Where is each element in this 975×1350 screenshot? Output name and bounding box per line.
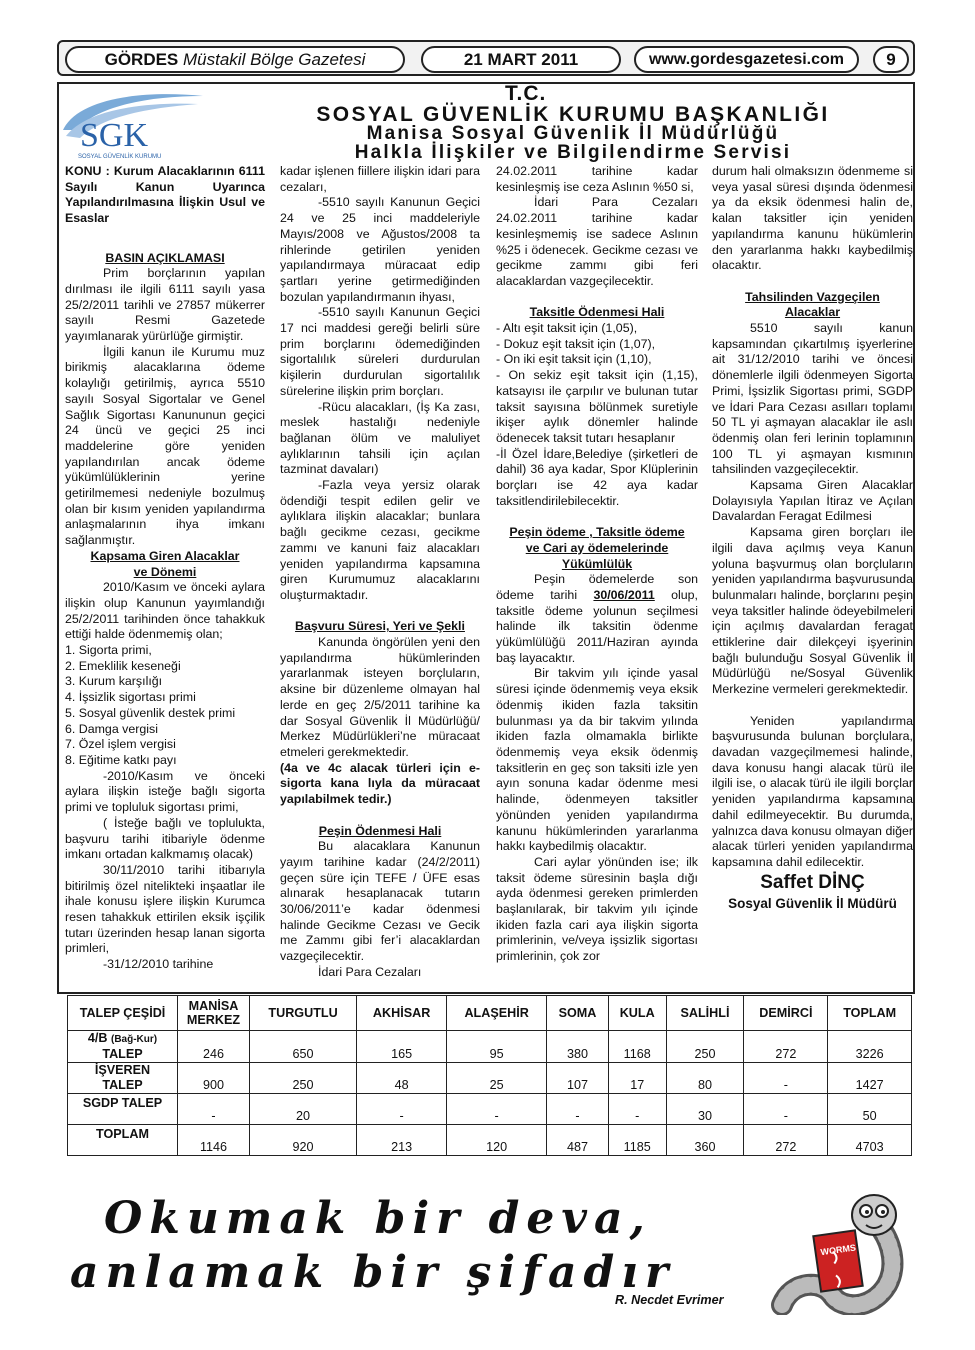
table-cell: 25 <box>447 1063 547 1094</box>
paper-subtitle: Müstakil Bölge Gazetesi <box>183 50 366 69</box>
signature-title: Sosyal Güvenlik İl Müdürü <box>728 895 897 911</box>
list-item: - Dokuz eşit taksit için (1,07), <box>496 336 656 351</box>
list-item: - Altı eşit taksit için (1,05), <box>496 321 638 336</box>
signature-name: Saffet DİNÇ <box>760 871 865 893</box>
list-item: 5. Sosyal güvenlik destek primi <box>65 705 236 720</box>
table-cell: 165 <box>357 1031 447 1063</box>
table-cell: - <box>744 1094 828 1125</box>
section-heading: Taksitle Ödenmesi Hali <box>529 305 665 320</box>
paragraph: kadar işlenen fiillere ilişkin idari para cezaları, <box>280 164 480 194</box>
slogan-line-1: Okumak bir deva, <box>104 1193 652 1244</box>
row-label: 4/B (Bağ-Kur) TALEP <box>68 1031 178 1063</box>
table-header: TALEP ÇEŞİDİ <box>68 996 178 1031</box>
article-column-4 <box>712 164 913 913</box>
directorate-title: Manisa Sosyal Güvenlik İl Müdürlüğü <box>366 123 780 144</box>
list-item: 7. Özel işlem vergisi <box>65 737 176 752</box>
paragraph: ( İsteğe bağlı ve toplulukta, başvuru tarihi itibariyle ödenme imkanı ortadan kalkmamış olacak) <box>65 815 265 862</box>
website-link[interactable]: www.gordesgazetesi.com <box>634 46 859 73</box>
paragraph: 2010/Kasım ve önceki aylara ilişkin olup Kanunun yayımlandığı 25/2/2011 tarihinden önce tahakkuk ettiği halde ödenmemiş olan; <box>65 580 265 642</box>
list-item: 8. Eğitime katkı payı <box>65 753 177 767</box>
table-row <box>68 1063 912 1094</box>
table-cell: 80 <box>666 1063 744 1094</box>
table-cell: 272 <box>744 1031 828 1063</box>
paragraph: 5510 sayılı kanun kapsamından çıkartılmış işyerlerine ait 31/12/2010 tarihi ve öncesi dönemlerle ilgili ödenmeyen Sigorta Primi, İşsizlik Sigortası primi, SGDP ve İdari Para Cezası asılları toplamı 50 TL yi aşmayan alacaklar ile aslı ödenmiş olan feri lerinin toplamının 100 TL yi aşmayan kısmının tahsilinden vazgeçilecektir. <box>712 321 913 477</box>
section-heading: Kapsama Giren Alacaklar <box>90 548 240 563</box>
table-header: TURGUTLU <box>250 996 357 1031</box>
list-item: 3. Kurum karşılığı <box>65 674 163 689</box>
paragraph: -Rücu alacakları, (İş Ka zası, meslek hastalığı nedeniyle bağlanan ölüm ve maluliyet aylıklarının tahsili için açılan tazminat davaları) <box>280 399 480 477</box>
paragraph: Kapsama Giren Alacaklar Dolayısıyla Yapılan İtiraz ve Açılan Davalardan Feragat Edilmesi <box>712 478 913 524</box>
table-cell: 213 <box>357 1125 447 1156</box>
table-row <box>68 1094 912 1125</box>
table-cell: 380 <box>547 1031 609 1063</box>
subject-line: KONU : Kurum Alacaklarının 6111 Sayılı Kanun Uyarınca Yapılandırılmasına İlişkin Usul ve Esaslar <box>65 164 265 226</box>
paragraph: İdari Para Cezaları 24.02.2011 tarihine kadar kesinleşmemiş ise sadece Aslının %25 i ödenecek. Gecikme cezası ve gecikme zammı gibi feri alacaklardan vazgeçilecektir. <box>496 195 698 288</box>
article-column-3 <box>496 164 698 965</box>
table-cell: 3226 <box>828 1031 912 1063</box>
table-cell: 900 <box>178 1063 250 1094</box>
table-cell: 4703 <box>828 1125 912 1156</box>
page-number: 9 <box>873 46 909 73</box>
table-cell: - <box>178 1094 250 1125</box>
paper-title <box>65 46 405 73</box>
section-heading: BASIN AÇIKLAMASI <box>105 250 225 265</box>
paragraph: -5510 sayılı Kanunun Geçici 24 ve 25 inci maddeleriyle Mayıs/2008 ve Ağustos/2008 ta rihlerinde getirilen yeniden yapılandırmaya müracaat edip şartları yerine getirmediğinden bozulan yapılandırmanın ihyası, <box>280 195 480 304</box>
table-header: ALAŞEHİR <box>447 996 547 1031</box>
paragraph: Bir takvim yılı içinde yasal süresi içinde ödenmemiş veya eksik ödenmiş ikiden fazla taksitin bulunması ya da bir takvim yılında ikiden fazla olmamakla birlikte ödenmemiş veya eksik ödenmiş taksitlerin en geç son taksiti izle yen ayın sonuna kadar ödenme mesi halinde, ödenmeyen taksitler yönünden yeniden yapılandırma kanunu hükümlerinden yararlanma hakkı kaybedilmiş olacaktır. <box>496 666 698 854</box>
section-heading: Peşin Ödenmesi Hali <box>318 823 442 838</box>
list-item: 1. Sigorta primi, <box>65 643 152 658</box>
paper-name: GÖRDES <box>104 50 179 69</box>
table-cell: 1146 <box>178 1125 250 1156</box>
paragraph: Yeniden yapılandırma başvurusunda bulunan borçlulara, davadan vazgeçilmemesi halinde, dava konusu hangi alacak türü ile ilgili ise, o alacak türü ile ilgili borçlar yeniden yapılandırma kapsamına dahil edilmeyecektir. Bu durumda, yalnızca dava konusu olmayan diğer alacak türleri yeniden yapılandırma kapsamına dahil edilecektir. <box>712 713 913 869</box>
sgk-logo <box>58 90 208 160</box>
list-item: - On sekiz eşit taksit için (1,15), katsayısı ile çarpılır ve bulunan tutar taksit sayısına bölünmek suretiyle ikişer aylık dönemler halinde ödenecek taksit tutarı hesaplanır <box>496 368 698 445</box>
issue-date: 21 MART 2011 <box>421 46 621 73</box>
table-cell: 360 <box>666 1125 744 1156</box>
table-cell: 272 <box>744 1125 828 1156</box>
paragraph: Peşin ödemelerde son ödeme tarihi 30/06/2011 olup, taksitle ödeme yolunun seçilmesi halinde ilk taksitin ödenme yükümlülüğü 2011/Haziran ayında baş layacaktır. <box>496 572 698 665</box>
list-item: -İl Özel İdare,Belediye (şirketleri de dahil) 36 aya kadar, Spor Klüplerinin borçları ise 42 aya kadar taksitlendirilebilecektir. <box>496 446 698 508</box>
section-heading: ve Cari ay ödemelerinde <box>525 540 669 555</box>
table-header: SOMA <box>547 996 609 1031</box>
table-cell: 95 <box>447 1031 547 1063</box>
applications-table <box>67 995 912 1156</box>
table-cell: 120 <box>447 1125 547 1156</box>
table-row <box>68 1031 912 1063</box>
table-cell: 30 <box>666 1094 744 1125</box>
book-label: WORMS <box>819 1242 857 1258</box>
slogan-line-2: anlamak bir şifadır <box>70 1247 676 1298</box>
paragraph: 24.02.2011 tarihine kadar kesinleşmiş ise ceza Aslının %50 si, <box>496 164 698 194</box>
masthead-bar <box>57 40 915 76</box>
table-cell: 650 <box>250 1031 357 1063</box>
slogan-author: R. Necdet Evrimer <box>615 1293 724 1307</box>
section-heading: Tahsilinden Vazgeçilen <box>745 289 880 304</box>
paragraph: -2010/Kasım ve önceki aylara ilişkin isteğe bağlı sigorta primi ve topluluk sigortası primi, <box>65 768 265 815</box>
svg-text:SGK: SGK <box>80 117 149 154</box>
list-item: 2. Emeklilik keseneği <box>65 658 181 673</box>
table-cell: - <box>357 1094 447 1125</box>
svg-text:SOSYAL GÜVENLİK KURUMU: SOSYAL GÜVENLİK KURUMU <box>78 154 162 160</box>
table-cell: 107 <box>547 1063 609 1094</box>
row-label: SGDP TALEP <box>68 1094 178 1125</box>
institution-title: SOSYAL GÜVENLİK KURUMU BAŞKANLIĞI <box>316 103 830 126</box>
paragraph: Kanunda öngörülen yeni den yapılandırma hükümlerinden yararlanmak isteyen borçluların, aksine bir düzenleme olmayan hal lerde en geç 2/5/2011 tarihine ka dar Sosyal Güvenlik İl Müdürlüğü/ Merkez Müdürlükleri’ne müracaat etmeleri gerekmektedir. <box>280 635 480 759</box>
paragraph: İlgili kanun ile Kurumu muz birikmiş alacaklarına ödeme kolaylığı getirilmiş, ayrıca 5510 sayılı Sosyal Sigortalar ve Genel Sağlık Sigortası Kanununun geçici 24 üncü ve geçici 25 inci maddelerine göre yeniden yapılandırılan ancak ödeme yükümlülüklerinin yerine getirilmemesi nedeniyle bozulmuş olan bir kısım yeniden yapılandırma anlaşmalarının ihya imkanı sağlanmıştır. <box>65 344 265 548</box>
section-heading: Başvuru Süresi, Yeri ve Şekli <box>295 619 465 634</box>
table-header: AKHİSAR <box>357 996 447 1031</box>
table-cell: 17 <box>608 1063 666 1094</box>
paragraph: Bu alacaklara Kanunun yayım tarihine kadar (24/2/2011) geçen süre için TEFE / ÜFE esas alınarak hesaplanacak tutarın 30/06/2011’e kadar ödenmesi halinde Gecikme Cezası ve Gecik me Zammı gibi fer’i alacaklardan vazgeçilecektir. <box>280 839 480 964</box>
table-cell: - <box>447 1094 547 1125</box>
list-item: - On iki eşit taksit için (1,10), <box>496 352 652 367</box>
section-heading: Yükümlülük <box>561 556 633 571</box>
paragraph: Cari aylar yönünden ise; ilk taksit ödeme süresinin başla dığı ayda ödenmesi gereken primlerden başlanılarak, bir takvim yılı içinde ikiden fazla cari aya ilişkin sigorta primlerinin, ve/veya işsizlik sigortası primlerinin, çok zor <box>496 854 698 964</box>
deadline-date: 30/06/2011 <box>593 587 655 602</box>
table-header: KULA <box>608 996 666 1031</box>
tc-label: T.C. <box>505 82 547 105</box>
paragraph: durum hali olmaksızın ödenmeme si veya yasal süresi dışında ödenmesi ya da eksik ödenmesi halin de, kalan taksitler için yeniden yapılandırma kanunu hükümlerin den yararlanma hakkı kaybedilmiş olacaktır. <box>712 164 913 273</box>
list-item: 4. İşsizlik sigortası primi <box>65 690 196 705</box>
section-heading: Alacaklar <box>784 305 841 320</box>
section-heading: Peşin ödeme , Taksitle ödeme <box>509 525 685 540</box>
service-title: Halkla İlişkiler ve Bilgilendirme Servisi <box>354 142 792 163</box>
table-cell: - <box>744 1063 828 1094</box>
reading-worm-illustration <box>762 1185 907 1315</box>
article-column-1 <box>65 164 265 973</box>
table-cell: 250 <box>666 1031 744 1063</box>
paragraph: İdari Para Cezaları <box>318 964 422 979</box>
row-label: TOPLAM <box>68 1125 178 1156</box>
table-header: DEMİRCİ <box>744 996 828 1031</box>
table-total-row <box>68 1125 912 1156</box>
table-cell: 20 <box>250 1094 357 1125</box>
section-heading: ve Dönemi <box>133 564 197 579</box>
paragraph: Prim borçlarının yapılan dırılması ile ilgili 6111 sayılı yasa 25/2/2011 tarihli ve 27857 mükerrer sayılı Resmi Gazetede yayımlanarak yürürlüğe girmiştir. <box>65 266 265 344</box>
list-item: 6. Damga vergisi <box>65 721 158 736</box>
paragraph-bold: (4a ve 4c alacak türleri için e-sigorta kana lıyla da müracaat yapılabilmek tedir.) <box>280 760 480 807</box>
table-cell: 487 <box>547 1125 609 1156</box>
article-column-2 <box>280 164 480 981</box>
paragraph: 30/11/2010 tarihi itibarıyla bitirilmiş özel nitelikteki inşaatlar ile ihale konusu işlere ilişkin Kurumca resen tahakkuk ettirilen eksik işçilik tutarı üzerinden hesap lanan sigorta primleri, <box>65 862 265 956</box>
table-cell: 920 <box>250 1125 357 1156</box>
paragraph: Kapsama giren borçları ile ilgili dava açılmış veya Kanun yoluna başvurmuş olan borçluların yeniden yapılandırma başvurusunda bulunmaları halinde, borçlarını peşin veya taksitler halinde ödeyebilmeleri için açılmış davalardan feragat ettiklerine dair dilekçeyi işyerinin bağlı bulunduğu Sosyal Güvenlik İl Müdürlüğü ne/Sosyal Güvenlik Merkezine vermeleri gerekmektedir. <box>712 525 913 697</box>
table-cell: 1168 <box>608 1031 666 1063</box>
table-cell: - <box>547 1094 609 1125</box>
table-header-row <box>68 996 912 1031</box>
table-cell: - <box>608 1094 666 1125</box>
paragraph: -Fazla veya yersiz olarak ödendiği tespit edilen gelir ve aylıklara ilişkin alacaklar; bunlara bağlı gecikme cezası, gecikme zammı ve kanuni faiz alacakları yeniden yapılandırma kapsamına giren Kurumumuz alacaklarını oluşturmaktadır. <box>280 478 480 602</box>
table-header: SALİHLİ <box>666 996 744 1031</box>
table-header: TOPLAM <box>828 996 912 1031</box>
slogan-box <box>62 1185 912 1315</box>
table-cell: 50 <box>828 1094 912 1125</box>
table-cell: 1427 <box>828 1063 912 1094</box>
table-cell: 48 <box>357 1063 447 1094</box>
table-cell: 1185 <box>608 1125 666 1156</box>
table-header: MANİSA MERKEZ <box>178 996 250 1031</box>
paragraph: -5510 sayılı Kanunun Geçici 17 nci maddesi gereği belirli süre prim borçlarını ödemediğinden sigortalılık süreleri durdurulan kişilerin durdurulan sigortalılık sürelerine ilişkin prim borçları. <box>280 305 480 398</box>
paragraph: -31/12/2010 tarihine <box>103 957 214 972</box>
table-cell: 250 <box>250 1063 357 1094</box>
table-cell: 246 <box>178 1031 250 1063</box>
row-label: İŞVEREN TALEP <box>68 1063 178 1094</box>
